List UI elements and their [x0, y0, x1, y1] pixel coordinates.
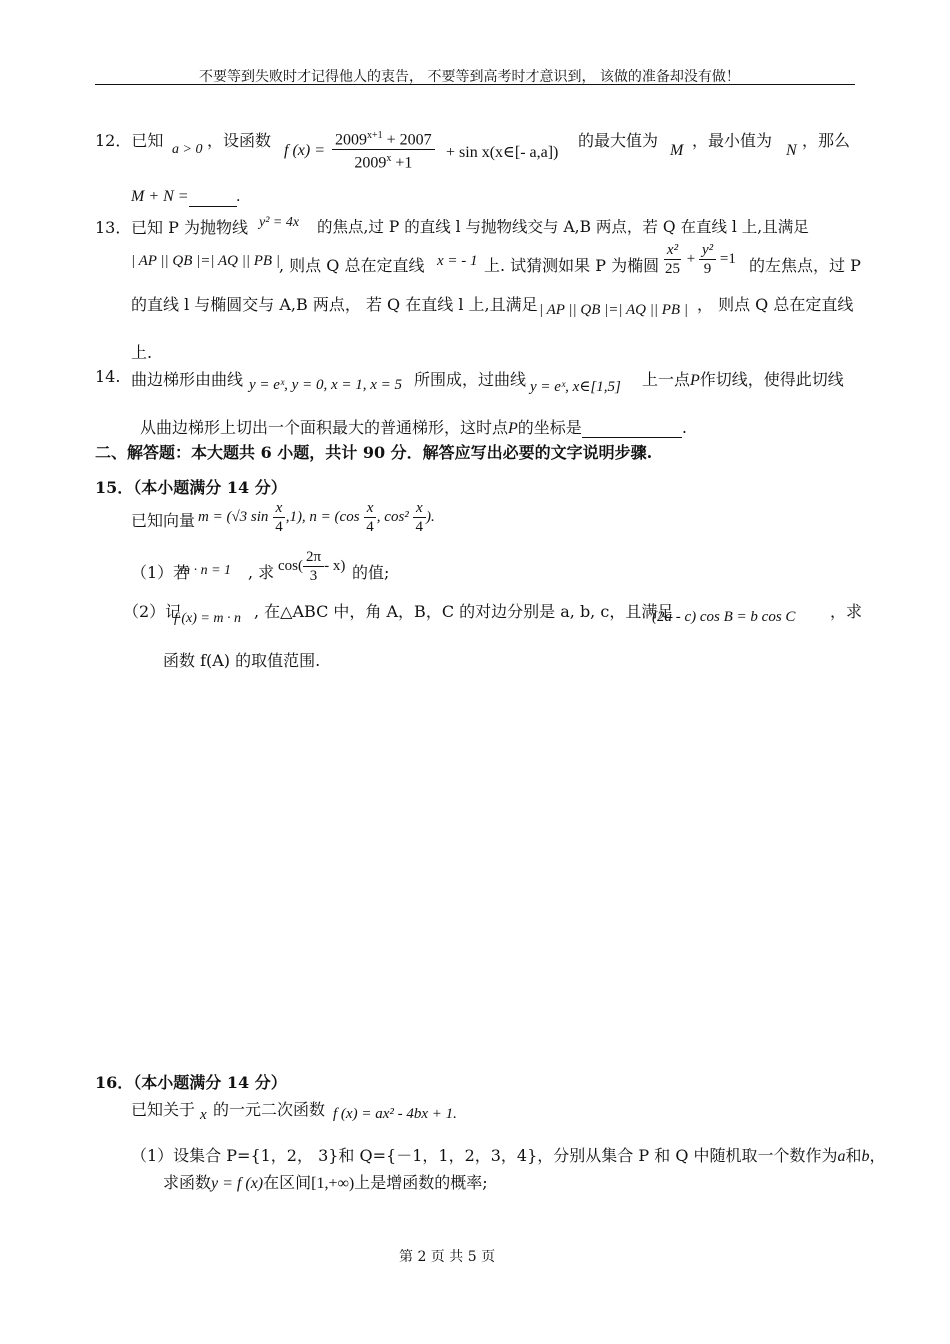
q12-f-of-x: f (x) = [284, 142, 325, 159]
q12-line1: 12．已知 [95, 131, 164, 150]
q14-text1: 曲边梯形由曲线 [131, 370, 244, 389]
q13-parabola: y² = 4x [259, 215, 300, 230]
q15-part1-label: （1）若 [131, 563, 190, 582]
q12-M: M [670, 142, 684, 159]
q13-line2c: 的左焦点，过 P [749, 256, 861, 275]
q15-given: 已知向量 [131, 511, 196, 530]
q16-given: 已知关于 [131, 1100, 196, 1119]
q15-part2-condition: (2a - c) cos B = b cos C [652, 609, 796, 625]
q13-line2a: , 则点 Q 总在定直线 [279, 256, 425, 275]
q14-text2: 所围成，过曲线 [414, 370, 527, 389]
q14-blank[interactable] [582, 418, 682, 438]
q16-part1-line1: （1）设集合 P={1，2， 3}和 Q={－1，1，2，3，4}，分别从集合 P 和 Q 中随机取一个数作为a和b， [131, 1146, 886, 1165]
q12-blank[interactable] [189, 188, 237, 207]
q12-N: N [786, 142, 797, 159]
q12-number: 12． [95, 131, 132, 150]
section2-title: 二、解答题：本大题共 6 小题，共计 90 分．解答应写出必要的文字说明步骤. [95, 443, 653, 462]
q12-a-gt-0: a > 0 [172, 142, 203, 157]
q15-part2-f: f (x) = m · n [174, 611, 241, 626]
q13-number: 13． [95, 218, 132, 237]
q12-sin-term: + sin x(x∈[- a,a]) [446, 144, 559, 161]
q14-line2: 从曲边梯形上切出一个面积最大的普通梯形，这时点P的坐标是 . [140, 418, 687, 437]
q12-text-max: 的最大值为 [578, 131, 659, 150]
q13-line-x-neg1: x = - 1 [437, 253, 478, 269]
q13-ellipse: $\frac{\text{x²}}{25}$ + $\frac{\text{y²}}{9}$ =1 [665, 242, 736, 277]
q13-line2b: 上. 试猜测如果 P 为椭圆 [484, 256, 660, 275]
footer-page-number: 第 2 页 共 5 页 [399, 1249, 496, 1265]
q12-text-then: ，那么 [802, 131, 851, 150]
q15-heading: 15．（本小题满分 14 分） [95, 478, 287, 497]
q14-text3: 上一点P作切线，使得此切线 [642, 370, 844, 389]
q16-function: f (x) = ax² - 4bx + 1. [333, 1106, 457, 1122]
q15-part1-seek: , 求 [248, 563, 275, 582]
q12-text-set-function: ，设函数 [207, 131, 272, 150]
q15-part2-label: （2）记 [123, 602, 182, 621]
q15-part1-value: 的值; [352, 563, 390, 582]
q13-line3b: ， 则点 Q 总在定直线 [697, 295, 854, 314]
q13-line1b: 的焦点,过 P 的直线 l 与抛物线交与 A,B 两点，若 Q 在直线 l 上,且满足 [317, 218, 809, 236]
header-motto: 不要等到失败时才记得他人的衷告， 不要等到高考时才意识到， 该做的准备却没有做！ [199, 69, 740, 85]
q14-curve-def: y = eˣ, y = 0, x = 1, x = 5 [249, 377, 403, 393]
q15-part1-condition: m · n = 1 [180, 563, 232, 578]
q16-part1-line2: 求函数y = f (x)在区间[1,+∞)上是增函数的概率; [163, 1173, 488, 1192]
q13-condition-2: | AP || QB |=| AQ || PB | [539, 302, 688, 318]
q13-line4: 上. [131, 343, 153, 362]
q12-text-min: ，最小值为 [692, 131, 773, 150]
q12-answer-line: M + N = . [131, 188, 241, 205]
q15-part2-seek: ，求 [830, 602, 863, 621]
q14-curve-range: y = eˣ, x∈[1,5] [530, 379, 621, 395]
q14-number: 14. [95, 367, 121, 386]
header-rule [95, 84, 855, 85]
q12-fraction: $\frac{2009^{x+1} + 2007}{2009^x +1}$ [332, 127, 435, 173]
q13-line1a: 已知 P 为抛物线 [131, 218, 248, 237]
q15-part2-text: , 在△ABC 中，角 A，B，C 的对边分别是 a, b, c，且满足 [254, 602, 674, 621]
q16-given2: 的一元二次函数 [213, 1100, 326, 1119]
q16-x: x [200, 1107, 207, 1123]
q15-vectors: m = (√3 sin $\frac{x}{4}$ ,1), n = (cos $\frac{x}{4}$ , cos² $\frac{x}{4}$ ). [198, 500, 435, 535]
q15-part2-range: 函数 f(A) 的取值范围. [163, 651, 321, 670]
q13-condition-1: | AP || QB |=| AQ || PB | [131, 253, 280, 269]
q16-heading: 16．（本小题满分 14 分） [95, 1073, 287, 1092]
q13-line3a: 的直线 l 与椭圆交与 A,B 两点， 若 Q 在直线 l 上,且满足 [131, 295, 538, 314]
q15-part1-cos: cos( $\frac{2\pi}{3}$ - x) [278, 549, 346, 584]
